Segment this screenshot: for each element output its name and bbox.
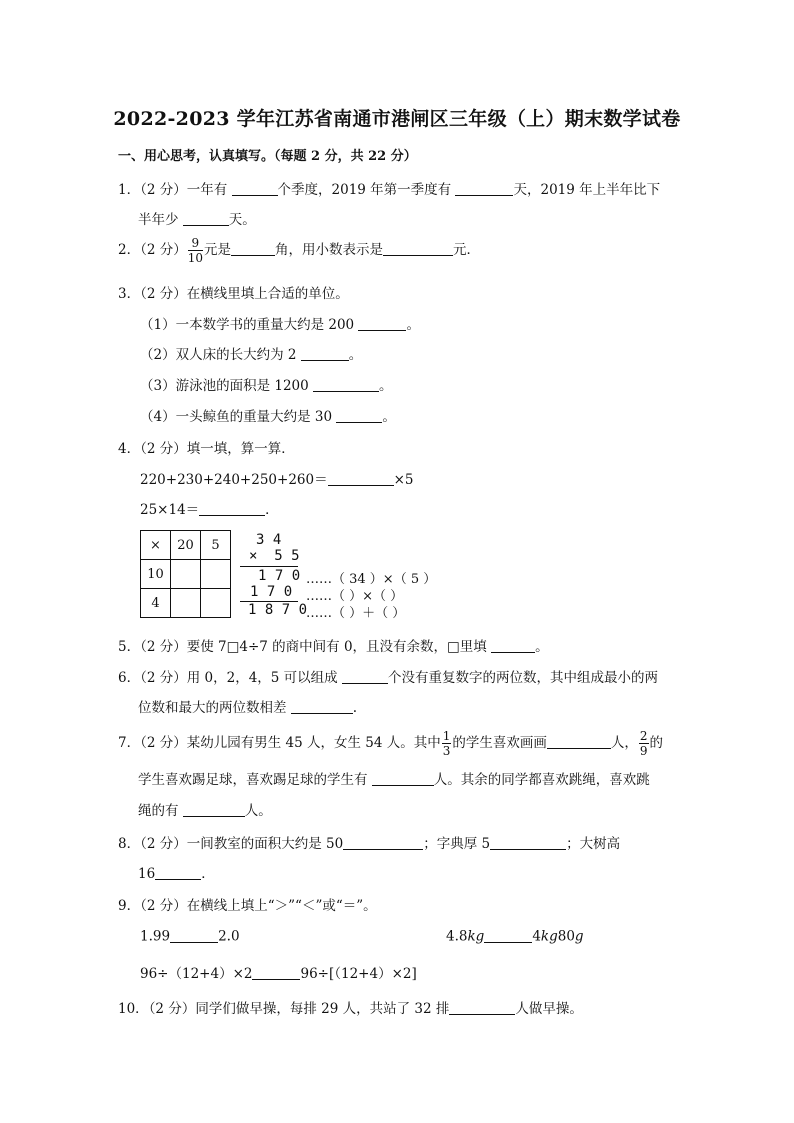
q6-text-2: 个没有重复数字的两位数，其中组成最小的两 xyxy=(387,670,658,686)
q9-b-right-number-1: 4 xyxy=(532,928,541,945)
q3-item-1-end: 。 xyxy=(406,317,420,333)
q3-score: （2 分） xyxy=(140,286,187,302)
q7-fraction-2-denominator: 9 xyxy=(639,744,648,758)
q7-blank-3[interactable] xyxy=(183,803,245,818)
q1-blank-1[interactable] xyxy=(232,182,278,197)
q7-fraction-1-denominator: 3 xyxy=(442,744,451,758)
q1-text-5: 天。 xyxy=(228,212,256,228)
q7-text-5: 学生喜欢踢足球，喜欢踢足球的学生有 xyxy=(138,772,368,788)
q3-item-1 xyxy=(140,313,420,333)
grid-cell[interactable] xyxy=(171,560,201,589)
q9-c-right: 96÷[（12+4）×2] xyxy=(300,966,417,982)
q8-text-5: ． xyxy=(201,866,215,882)
q9-compare-b xyxy=(446,928,584,945)
q8-text-3: ；大树高 xyxy=(566,836,621,852)
q6-text-1: 用 0，2，4，5 可以组成 xyxy=(186,670,338,686)
vertical-note-1: ……（ 34 ）×（ 5 ） xyxy=(306,572,437,587)
q4-number: 4． xyxy=(118,441,141,457)
q9-a-blank[interactable] xyxy=(170,928,218,943)
vertical-note-2: ……（ ）×（ ） xyxy=(306,589,404,604)
q9-a-left: 1.99 xyxy=(140,928,171,945)
q3-item-4 xyxy=(140,405,396,425)
q8-score: （2 分） xyxy=(140,836,187,852)
grid-header-20: 20 xyxy=(171,531,201,560)
q5-text-1: 要使 7□4÷7 的商中间有 0，且没有余数，□里填 xyxy=(186,639,487,655)
q5-score: （2 分） xyxy=(140,639,187,655)
q6-score: （2 分） xyxy=(140,670,187,686)
grid-header-op: × xyxy=(141,531,171,560)
q7-fraction-1-numerator: 1 xyxy=(442,729,451,743)
section-heading: 一、用心思考，认真填写。（每题 2 分，共 22 分） xyxy=(118,149,417,164)
q7-fraction-2-numerator: 2 xyxy=(639,729,648,743)
q3-item-1-text: （1）一本数学书的重量大约是 200 xyxy=(140,317,355,333)
q7-text-1: 某幼儿园有男生 45 人，女生 54 人。其中 xyxy=(186,735,441,751)
vertical-partial-2: 1 7 0 xyxy=(250,584,293,600)
page-title: 2022-2023 学年江苏省南通市港闸区三年级（上）期末数学试卷 xyxy=(113,108,681,130)
q2-fraction xyxy=(188,237,203,264)
q1-number: 1． xyxy=(118,182,141,198)
q2-fraction-numerator: 9 xyxy=(188,237,203,251)
q3-stem: 在横线里填上合适的单位。 xyxy=(186,286,349,302)
q2-blank-2[interactable] xyxy=(383,242,453,257)
q7-text-6: 人。其余的同学都喜欢跳绳，喜欢跳 xyxy=(433,772,650,788)
question-8 xyxy=(118,832,620,852)
question-1-cont xyxy=(138,208,256,228)
q10-blank[interactable] xyxy=(449,1001,515,1016)
q7-score: （2 分） xyxy=(140,735,187,751)
q9-compare-c xyxy=(140,962,417,982)
question-4 xyxy=(118,437,295,457)
q9-b-right-unit-1: kg xyxy=(540,928,558,945)
q10-score: （2 分） xyxy=(148,1001,196,1017)
question-3 xyxy=(118,282,349,302)
q7-text-2: 的学生喜欢画画 xyxy=(452,735,547,751)
q9-a-right: 2.0 xyxy=(218,928,240,945)
vertical-multiplicand: 3 4 xyxy=(256,532,282,548)
question-9 xyxy=(118,894,377,914)
q2-fraction-denominator: 10 xyxy=(187,251,204,265)
multiplication-grid xyxy=(140,530,231,618)
vertical-multiplier: × 5 5 xyxy=(249,548,300,564)
q3-item-4-text: （4）一头鲸鱼的重量大约是 30 xyxy=(140,409,333,425)
q1-text-3: 天，2019 年上半年比下 xyxy=(513,182,661,198)
q4-eq1-text: 220+230+240+250+260＝ xyxy=(140,472,328,488)
q2-text-1: 元是 xyxy=(204,242,232,258)
q7-text-3: 人， xyxy=(610,735,638,751)
q9-b-right-number-2: 80 xyxy=(557,928,575,945)
q3-item-2 xyxy=(140,343,362,363)
q2-score: （2 分） xyxy=(140,242,187,258)
q3-item-3-end: 。 xyxy=(379,378,393,394)
q8-blank-1[interactable] xyxy=(343,836,423,851)
q2-text-3: 元． xyxy=(453,242,481,258)
q9-b-right-unit-2: g xyxy=(574,928,584,945)
question-7-cont-2 xyxy=(138,799,272,819)
question-6-cont xyxy=(138,696,357,716)
question-5 xyxy=(118,635,549,655)
q10-number: 10． xyxy=(118,1001,149,1017)
q7-fraction-1 xyxy=(442,730,452,757)
q7-fraction-2 xyxy=(639,730,649,757)
question-2 xyxy=(118,237,480,264)
q7-number: 7． xyxy=(118,735,141,751)
q3-item-4-end: 。 xyxy=(382,409,396,425)
q3-item-3-blank[interactable] xyxy=(313,378,379,393)
q10-text-1: 同学们做早操，每排 29 人，共站了 32 排 xyxy=(195,1001,450,1017)
q9-stem: 在横线上填上“＞”“＜”或“＝”。 xyxy=(186,898,377,914)
q1-text-2: 个季度，2019 年第一季度有 xyxy=(277,182,452,198)
q3-item-3-text: （3）游泳池的面积是 1200 xyxy=(140,378,309,394)
q1-text-4: 半年少 xyxy=(138,212,179,228)
q4-eq2-blank[interactable] xyxy=(199,502,265,517)
vertical-rule-1 xyxy=(240,566,298,567)
q3-item-1-blank[interactable] xyxy=(358,317,406,332)
question-1 xyxy=(118,178,660,198)
q1-text-1: 一年有 xyxy=(186,182,228,198)
q4-eq2-end: ． xyxy=(265,502,279,518)
q4-stem: 填一填，算一算． xyxy=(186,441,295,457)
q4-eq1-end: ×5 xyxy=(393,472,414,488)
q9-c-blank[interactable] xyxy=(252,966,300,981)
q6-text-4: . xyxy=(352,700,358,716)
q7-text-7: 绳的有 xyxy=(138,803,179,819)
question-7-cont-1 xyxy=(138,768,650,788)
q2-text-2: 角，用小数表示是 xyxy=(275,242,384,258)
q6-number: 6． xyxy=(118,670,141,686)
grid-cell[interactable] xyxy=(201,560,231,589)
q3-number: 3． xyxy=(118,286,141,302)
q5-number: 5． xyxy=(118,639,141,655)
q1-blank-2[interactable] xyxy=(455,182,513,197)
q6-blank-1[interactable] xyxy=(342,670,388,685)
q1-score: （2 分） xyxy=(140,182,187,198)
q7-blank-2[interactable] xyxy=(372,772,434,787)
q9-b-left-unit: kg xyxy=(467,928,485,945)
q2-blank-1[interactable] xyxy=(231,242,275,257)
q8-text-2: ；字典厚 5 xyxy=(423,836,491,852)
q7-text-4: 的 xyxy=(649,735,664,751)
question-8-cont xyxy=(138,862,215,882)
grid-cell[interactable] xyxy=(201,589,231,618)
q6-text-3: 位数和最大的两位数相差 xyxy=(138,700,287,716)
grid-cell[interactable] xyxy=(171,589,201,618)
q3-item-3 xyxy=(140,374,393,394)
q3-item-2-blank[interactable] xyxy=(301,347,349,362)
q9-score: （2 分） xyxy=(140,898,187,914)
q8-number: 8． xyxy=(118,836,141,852)
grid-header-5: 5 xyxy=(201,531,231,560)
q2-number: 2． xyxy=(118,242,141,258)
vertical-note-3: ……（ ）＋（ ） xyxy=(306,606,406,621)
q4-score: （2 分） xyxy=(140,441,187,457)
q10-text-2: 人做早操。 xyxy=(515,1001,583,1017)
q5-text-2: 。 xyxy=(535,639,549,655)
q9-number: 9． xyxy=(118,898,141,914)
q4-eq1-blank[interactable] xyxy=(328,472,394,487)
question-6 xyxy=(118,666,658,686)
vertical-sum: 1 8 7 0 xyxy=(248,602,308,618)
grid-row-label-10: 10 xyxy=(141,560,171,589)
q8-text-4: 16 xyxy=(138,866,156,882)
q3-item-2-text: （2）双人床的长大约为 2 xyxy=(140,347,297,363)
q8-text-1: 一间教室的面积大约是 50 xyxy=(186,836,344,852)
q4-equation-2 xyxy=(140,498,279,518)
q6-blank-2[interactable] xyxy=(291,700,353,715)
q7-blank-1[interactable] xyxy=(547,735,611,750)
q9-b-left-number: 4.8 xyxy=(446,928,468,945)
q5-blank[interactable] xyxy=(491,639,535,654)
vertical-partial-1: 1 7 0 xyxy=(258,568,301,584)
q9-b-blank[interactable] xyxy=(484,928,532,943)
q4-eq2-text: 25×14＝ xyxy=(140,502,200,518)
q7-text-8: 人。 xyxy=(244,803,272,819)
q8-blank-3[interactable] xyxy=(155,866,201,881)
q9-compare-a xyxy=(140,928,240,945)
q9-c-left: 96÷（12+4）×2 xyxy=(140,966,253,982)
grid-row-label-4: 4 xyxy=(141,589,171,618)
q8-blank-2[interactable] xyxy=(490,836,566,851)
q4-equation-1 xyxy=(140,468,414,488)
q3-item-4-blank[interactable] xyxy=(336,409,382,424)
question-7 xyxy=(118,730,663,757)
question-10 xyxy=(118,997,583,1017)
q1-blank-3[interactable] xyxy=(183,212,229,227)
q3-item-2-end: 。 xyxy=(348,347,363,363)
